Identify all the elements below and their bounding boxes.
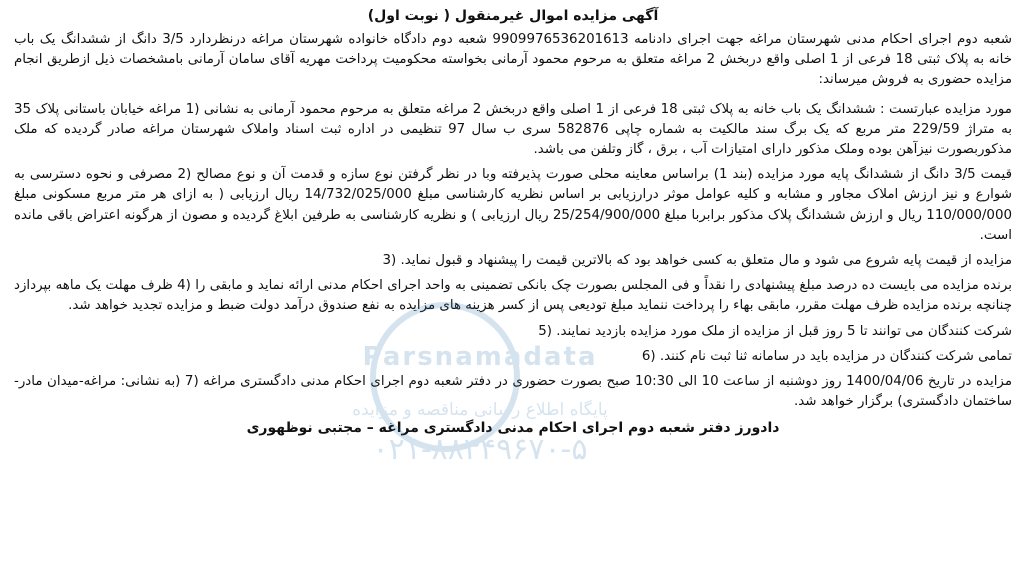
watermark-phone: ۰۲۱-۸۸۳۴۹۶۷۰-۵ <box>372 432 588 467</box>
notice-signature: دادورز دفتر شعبه دوم اجرای احکام مدنی دادگستری مراغه – مجتبی نوظهوری <box>246 420 780 437</box>
notice-item-1: مورد مزایده عبارتست : ششدانگ یک باب خانه به پلاک ثبتی 18 فرعی از 1 اصلی واقع دربخش 2 مراغه متعلق به مرحوم محمود آرمانی به نشانی (1 مراغه خیابان باستانی پلاک 35 به متراژ 229/59 متر مربع که یک برگ سند مالکیت به شماره چاپی 582876 سری ب سال 97 تنظیمی در اداره ثبت اسناد واملاک شهرستان مراغه صادر گردیده که ملک مذکوربصورت نیزآهن بوده وملک مذکور دارای امتیازات آب ، برق ، گاز وتلفن می باشد. <box>14 101 1012 158</box>
notice-item-2: قیمت 3/5 دانگ از ششدانگ پایه مورد مزایده (بند 1) براساس معاینه محلی صورت پذیرفته وبا در نظر گرفتن نوع سازه و قدمت آن و نوع مصالح (2 مصرفی و نحوه دسترسی به شوارع و نیز ارزش املاک مجاور و مشابه و کلیه عوامل موثر درارزیابی بر اساس نظریه کارشناسی مبلغ 14/732/025/000 ریال ارزیابی ( به ازای هر متر مربع مسکونی مبلغ 110/000/000 ریال و ارزش ششدانگ پلاک مذکور برابربا مبلغ 25/254/900/000 ریال ارزیابی ) و نظریه کارشناسی به طرفین ابلاغ گردیده و مصون از هرگونه اعتراض باقی مانده است. <box>14 167 1012 243</box>
notice-intro: شعبه دوم اجرای احکام مدنی شهرستان مراغه جهت اجرای دادنامه 9909976536201613 شعبه دوم دادگاه خانواده شهرستان مراغه درنظردارد 3/5 دانگ از ششدانگ یک باب خانه به پلاک ثبتی 18 فرعی از 1 اصلی واقع دربخش 2 مراغه متعلق به مرحوم محمود آرمانی بخواسته محکومیت پرداخت مهریه آقای سامان آرمانی بامشخصات ذیل ازطریق انجام مزایده حضوری به فروش میرساند: <box>14 32 1012 88</box>
watermark-tagline: پایگاه اطلاع رسانی مناقصه و مزایده <box>352 400 608 420</box>
notice-item-4: برنده مزایده می بایست ده درصد مبلغ پیشنهادی را نقداً و فی المجلس بصورت چک بانکی تضمینی به واحد اجرای احکام مدنی ارائه نماید و مابقی را (4 ظرف مهلت یک ماهه بپردازد چنانچه برنده مزایده ظرف مهلت مقرر، مابقی بهاء را پرداخت ننماید مبلغ تودیعی پس از کسر هزینه های مزایده به نفع صندوق درآمد دولت ضبط و مزایده تجدید خواهد شد. <box>14 278 1012 314</box>
watermark-brand: Parsnamadata <box>362 342 598 372</box>
notice-item-7: مزایده در تاریخ 1400/04/06 روز دوشنبه از ساعت 10 الی 10:30 صبح بصورت حضوری در دفتر شعبه دوم اجرای احکام مدنی دادگستری مراغه (7 (به نشانی: مراغه-میدان مادر-ساختمان دادگستری) برگزار خواهد شد. <box>14 374 1012 410</box>
notice-item-3: مزایده از قیمت پایه شروع می شود و مال متعلق به کسی خواهد بود که بالاترین قیمت را پیشنهاد و قبول نماید. (3 <box>382 253 1012 269</box>
notice-title: آگهی مزایده اموال غیرمنقول ( نوبت اول) <box>367 8 659 24</box>
notice-item-5: شرکت کنندگان می توانند تا 5 روز قبل از مزایده از ملک مورد مزایده بازدید نمایند. (5 <box>538 323 1012 339</box>
notice-item-6: تمامی شرکت کنندگان در مزایده باید در سامانه ثنا ثبت نام کنند. (6 <box>641 348 1012 364</box>
